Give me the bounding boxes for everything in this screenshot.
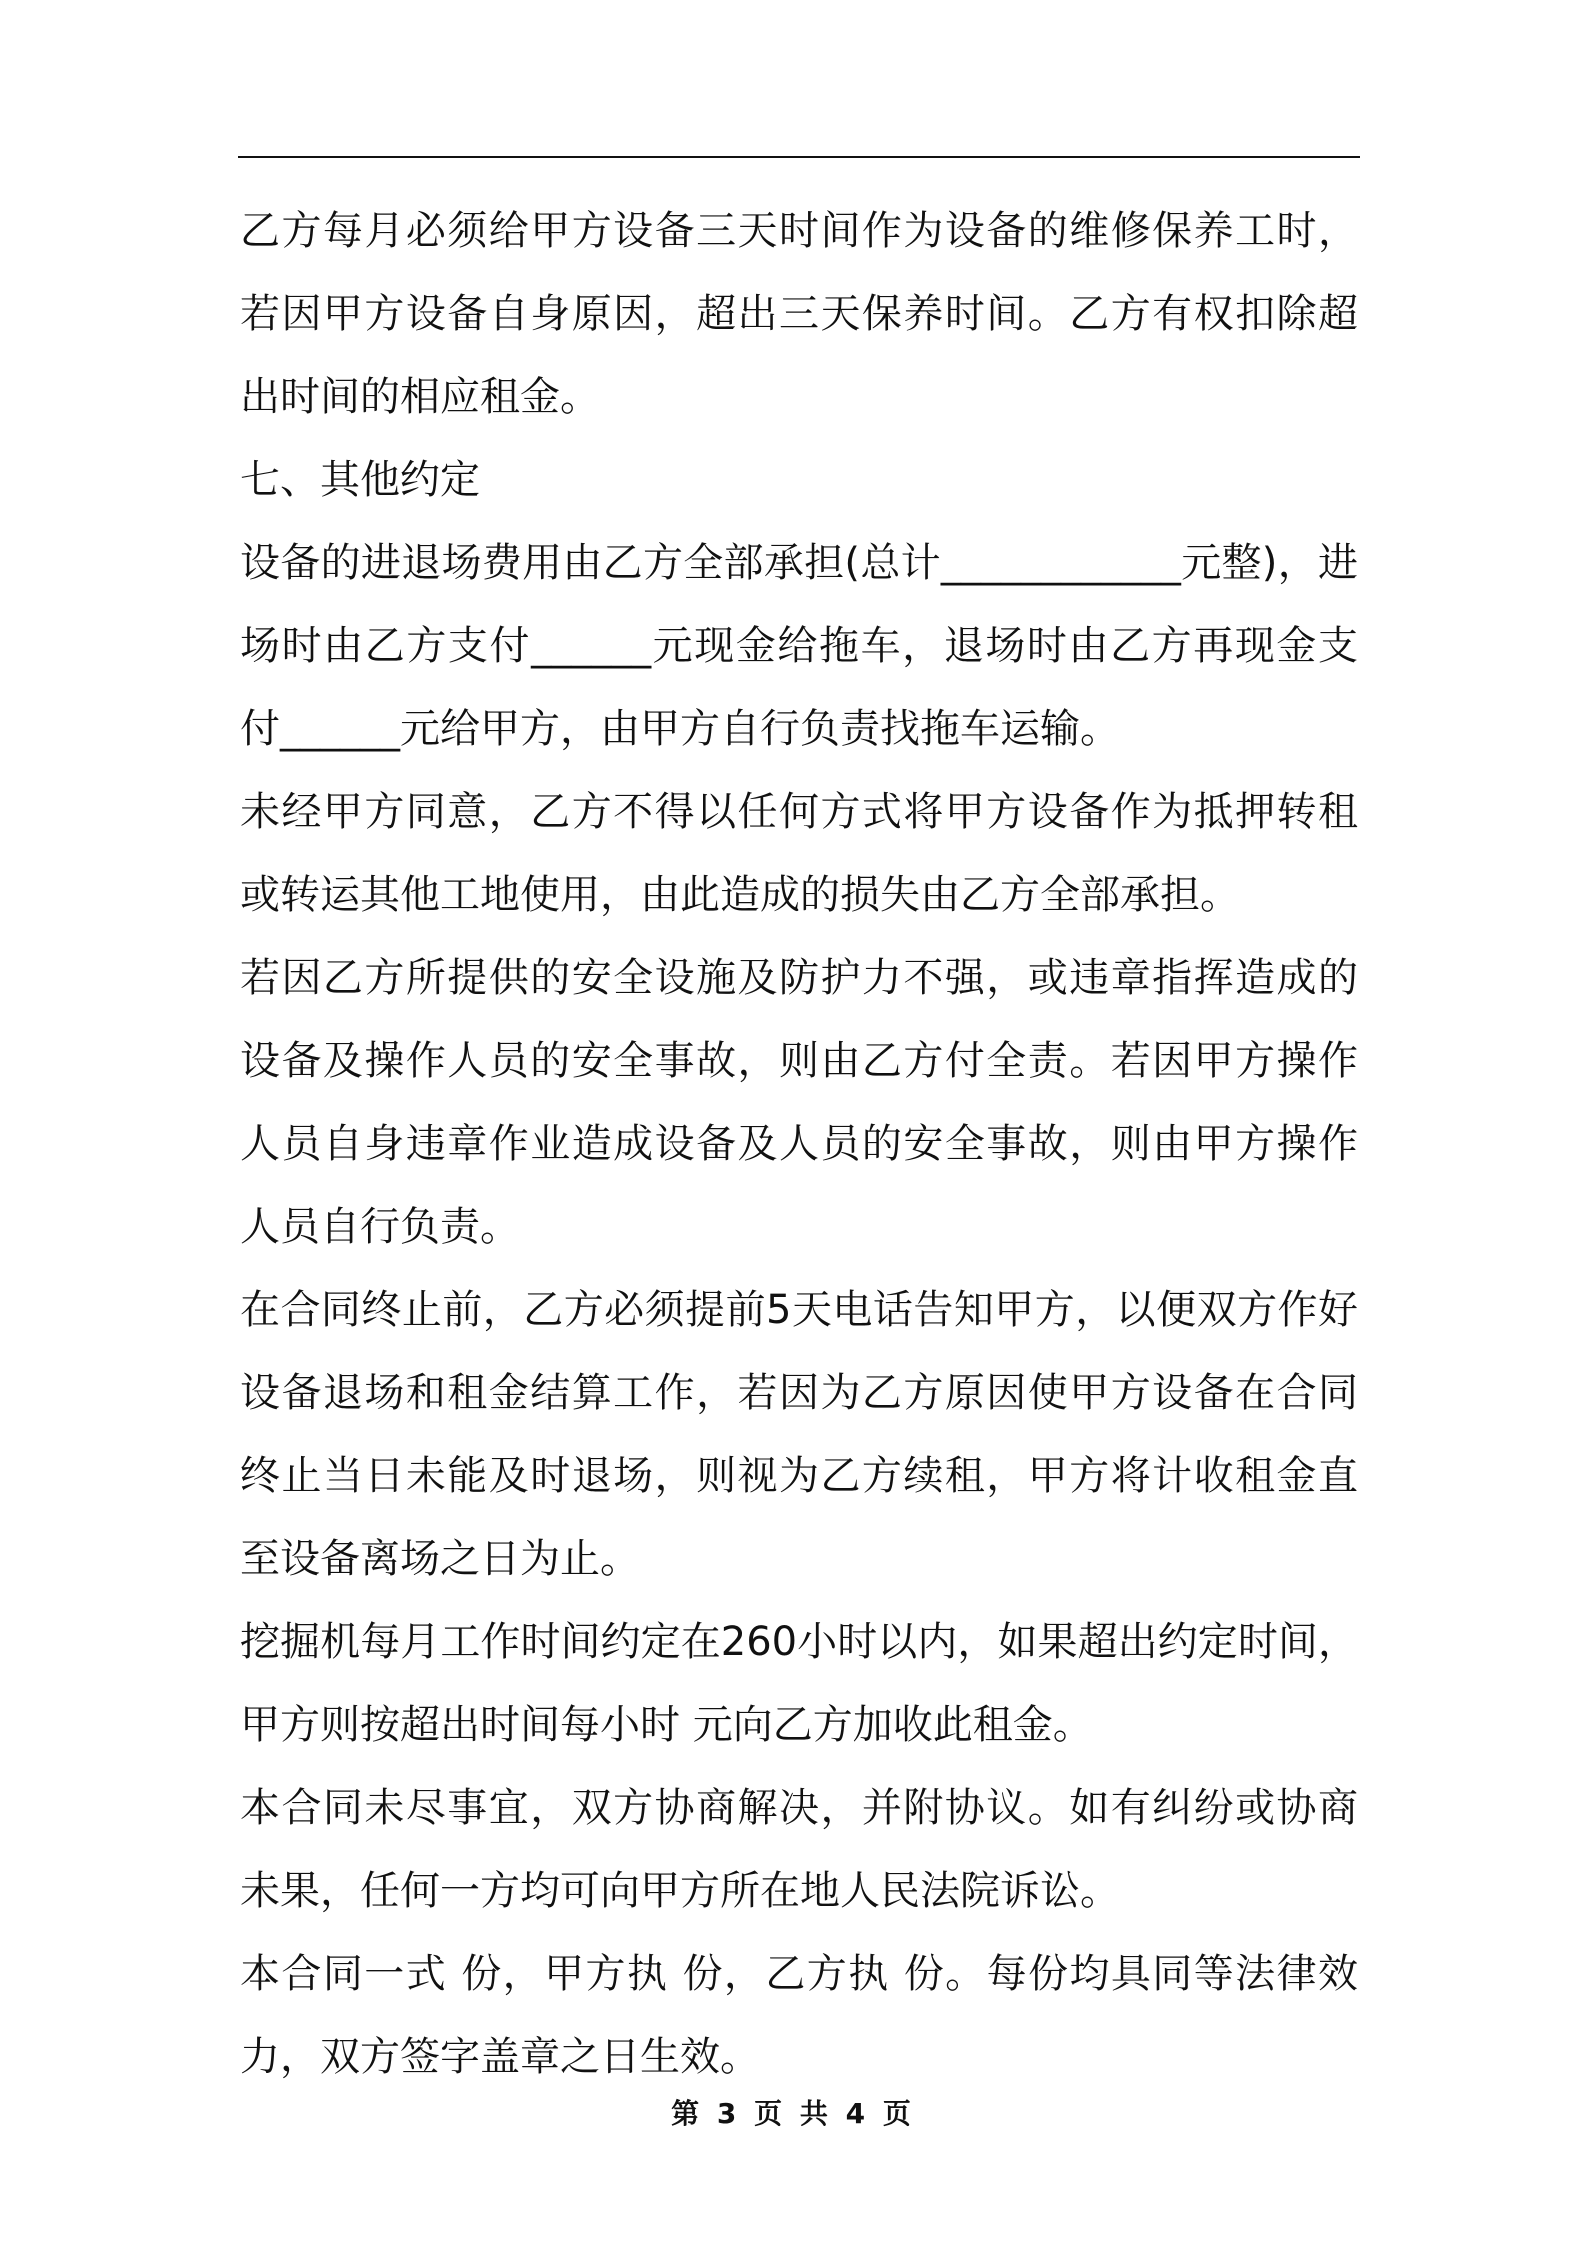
- paragraph-termination: 在合同终止前，乙方必须提前5天电话告知甲方，以便双方作好设备退场和租金结算工作，若因为乙方原因使甲方设备在合同终止当日未能及时退场，则视为乙方续租，甲方将计收租金直至设备离场之日为止。: [240, 1287, 1358, 1582]
- document-body: [240, 190, 1358, 2099]
- paragraph-disputes: 本合同未尽事宜，双方协商解决，并附协议。如有纠纷或协商未果，任何一方均可向甲方所在地人民法院诉讼。: [240, 1785, 1358, 1914]
- paragraph-working-hours: 挖掘机每月工作时间约定在260小时以内，如果超出约定时间，甲方则按超出时间每小时 元向乙方加收此租金。: [240, 1619, 1358, 1748]
- paragraph-no-sublease: 未经甲方同意，乙方不得以任何方式将甲方设备作为抵押转租或转运其他工地使用，由此造成的损失由乙方全部承担。: [240, 789, 1358, 918]
- section-heading-other-terms: 七、其他约定: [240, 457, 480, 503]
- paragraph-copies: 本合同一式 份，甲方执 份，乙方执 份。每份均具同等法律效力，双方签字盖章之日生效。: [240, 1951, 1358, 2080]
- header-rule: [238, 156, 1360, 158]
- paragraph-safety: 若因乙方所提供的安全设施及防护力不强，或违章指挥造成的设备及操作人员的安全事故，则由乙方付全责。若因甲方操作人员自身违章作业造成设备及人员的安全事故，则由甲方操作人员自行负责。: [240, 955, 1358, 1250]
- paragraph-maintenance: 乙方每月必须给甲方设备三天时间作为设备的维修保养工时，若因甲方设备自身原因，超出三天保养时间。乙方有权扣除超出时间的相应租金。: [240, 208, 1358, 420]
- paragraph-transport-fees: 设备的进退场费用由乙方全部承担(总计____________元整)，进场时由乙方支付______元现金给拖车，退场时由乙方再现金支付______元给甲方，由甲方自行负责找拖车运输。: [240, 540, 1358, 752]
- page-number-footer: 第 3 页 共 4 页: [671, 2097, 915, 2130]
